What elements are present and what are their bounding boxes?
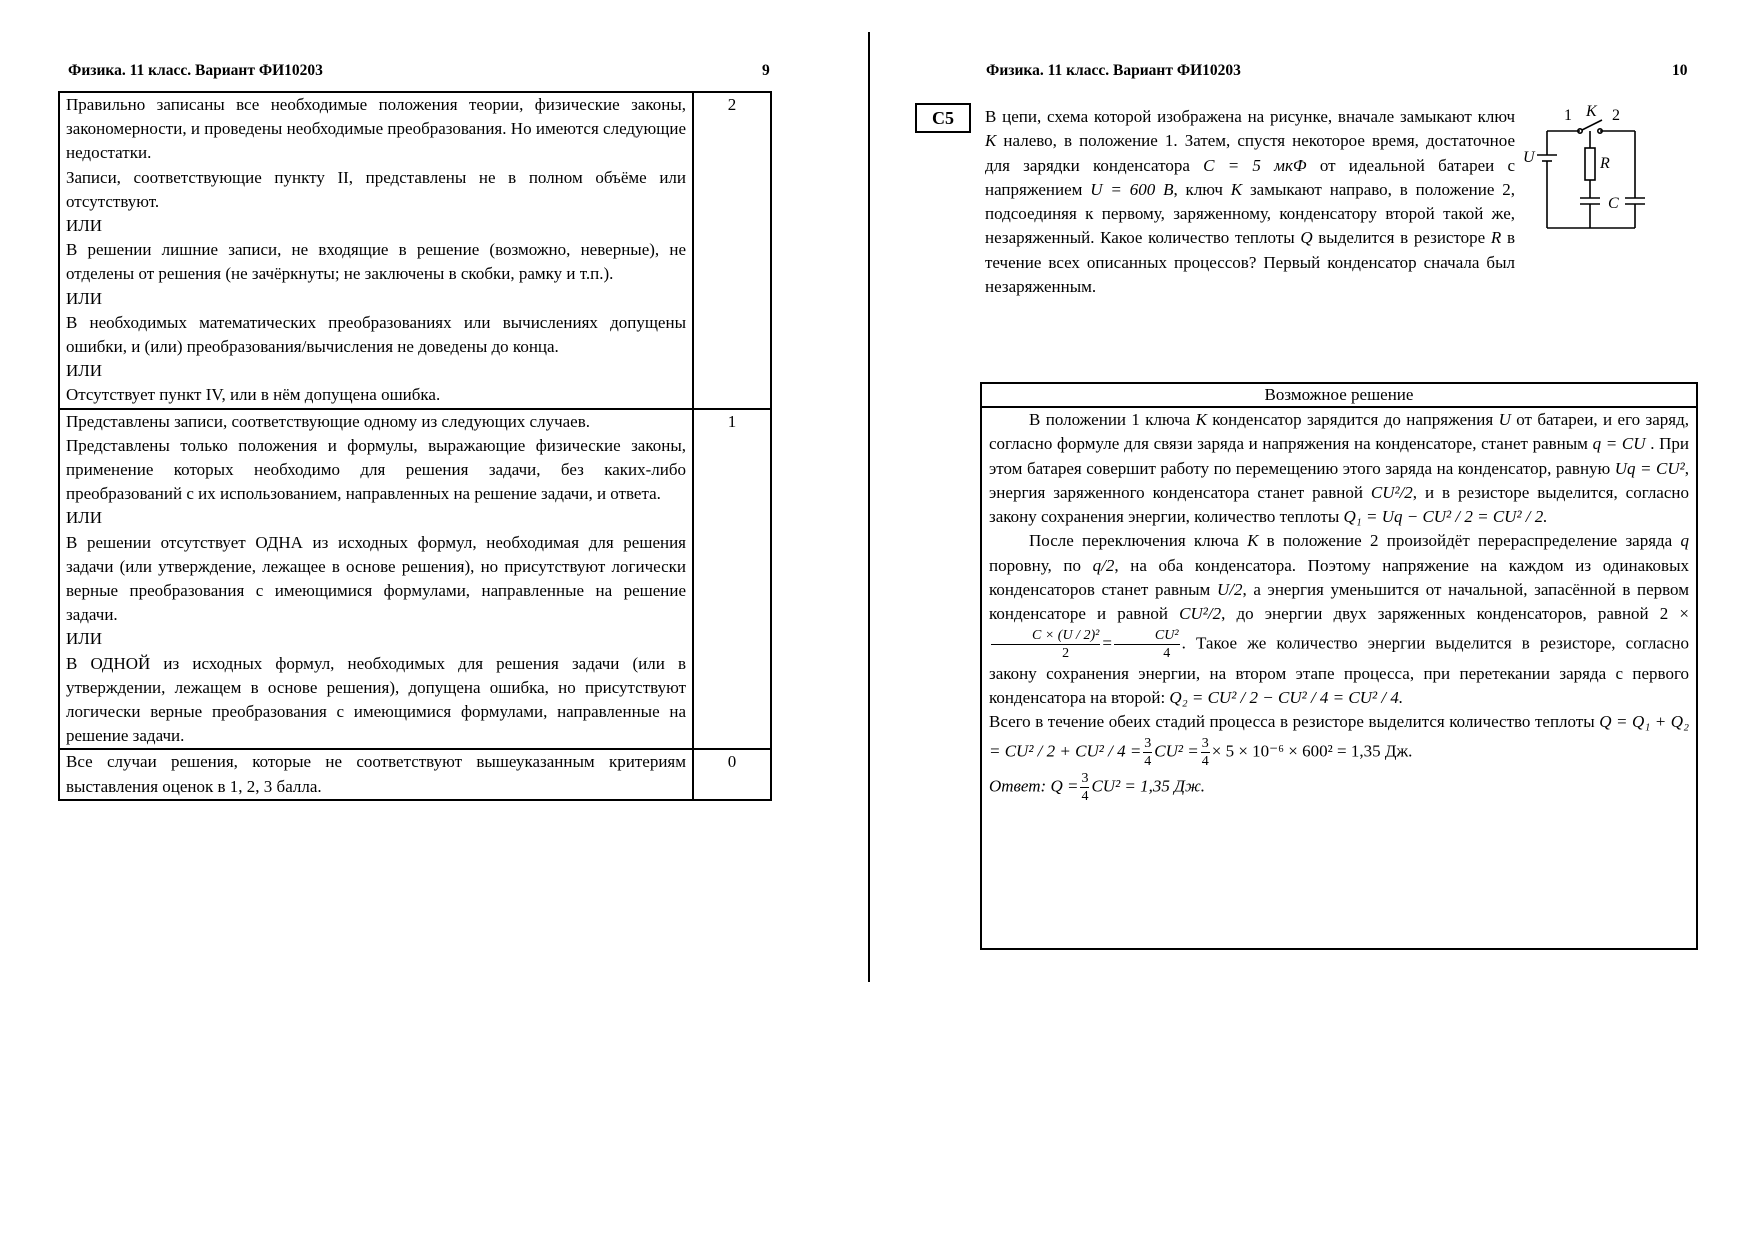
solution-title: Возможное решение bbox=[982, 384, 1696, 408]
page-number-left: 9 bbox=[762, 62, 770, 79]
criteria-score: 2 bbox=[693, 92, 771, 409]
grading-criteria-table bbox=[58, 91, 772, 801]
circuit-label-k: K bbox=[1586, 103, 1597, 120]
circuit-label-1: 1 bbox=[1564, 107, 1572, 124]
circuit-label-c: C bbox=[1608, 195, 1619, 212]
criteria-row-score-1 bbox=[59, 409, 771, 750]
page-number-right: 10 bbox=[1672, 62, 1688, 79]
solution-box bbox=[980, 382, 1698, 950]
criteria-row-score-0 bbox=[59, 749, 771, 799]
circuit-diagram bbox=[1520, 100, 1655, 235]
criteria-score: 0 bbox=[693, 749, 771, 799]
criteria-text: Правильно записаны все необходимые положения теории, физические законы, закономерности, и проведены необходимые преобразования. Но имеются следующие недостатки. Записи, соответствующие пункту II, представлены не в полном объёме или отсутствуют. ИЛИ В решении лишние записи, не входящие в решение (возможно, неверные), не отделены от решения (не зачёркнуты; не заключены в скобки, рамку и т.п.). ИЛИ В необходимых математических преобразованиях или вычислениях допущены ошибки, и (или) преобразования/вычисления не доведены до конца. ИЛИ Отсутствует пункт IV, или в нём допущена ошибка. bbox=[59, 92, 693, 409]
page-header-left: Физика. 11 класс. Вариант ФИ10203 bbox=[68, 62, 323, 79]
task-label: С5 bbox=[915, 103, 971, 133]
circuit-label-r: R bbox=[1600, 155, 1610, 172]
fraction: $\frac{3}{4}$ bbox=[1201, 735, 1209, 769]
fraction: $\frac{\text{CU²}}{4}$ bbox=[1114, 627, 1180, 662]
solution-body bbox=[982, 408, 1696, 805]
circuit-label-u: U bbox=[1523, 149, 1535, 166]
task-text: В цепи, схема которой изображена на рисунке, вначале замыкают ключ K налево, в положение 1. Затем, спустя некоторое время, достаточное для зарядки конденсатора C = 5 мкФ от идеальной батареи с напряжением U = 600 В, ключ K замыкают направо, в положение 2, подсоединяя к первому, заряженному, конденсатору второй такой же, незаряженный. Какое количество теплоты Q выделится в резисторе R в течение всех описанных процессов? Первый конденсатор сначала был незаряженным. bbox=[985, 107, 1515, 297]
fraction: $\frac{3}{4}$ bbox=[1081, 770, 1089, 804]
criteria-score: 1 bbox=[693, 409, 771, 750]
circuit-label-2: 2 bbox=[1612, 107, 1620, 124]
criteria-text: Представлены записи, соответствующие одному из следующих случаев. Представлены только положения и формулы, выражающие физические законы, применение которых необходимо для решения задачи, без каких-либо преобразований с их использованием, направленных на решение задачи, и ответа. ИЛИ В решении отсутствует ОДНА из исходных формул, необходимая для решения задачи (или утверждение, лежащее в основе решения), но присутствуют логически верные преобразования с имеющимися формулами, направленные на решение задачи. ИЛИ В ОДНОЙ из исходных формул, необходимых для решения задачи (или в утверждении, лежащем в основе решения), допущена ошибка, но присутствуют логически верные преобразования с имеющимися формулами, направленные на решение задачи. bbox=[59, 409, 693, 750]
solution-paragraph-2: После переключения ключа K в положение 2 произойдёт перераспределение заряда q поровну, по q/2, на оба конденсатора. Поэтому напряжение на каждом из одинаковых конденсаторов станет равным U/2, а энергия уменьшится от начальной, запасённой в первом конденсаторе и равной CU²/2, до энергии двух заряженных конденсаторов, равной 2 × $\frac{\text{C × (U / 2)²}}{2}$ = $\frac{\text{CU²}}{4}$ . Такое же количество энергии выделится в резисторе, согласно закону сохранения энергии, на втором этапе процесса, при перетекании заряда с первого конденсатора на второй: Q₂ = CU² / 2 − CU² / 4 = CU² / 4. bbox=[989, 531, 1690, 707]
fraction: $\frac{3}{4}$ bbox=[1144, 735, 1152, 769]
page-header-right: Физика. 11 класс. Вариант ФИ10203 bbox=[986, 62, 1241, 79]
fraction: $\frac{\text{C × (U / 2)²}}{2}$ bbox=[991, 627, 1100, 662]
solution-answer: Ответ: Q = $\frac{3}{4}$ CU² = 1,35 Дж. bbox=[989, 770, 1206, 804]
criteria-text: Все случаи решения, которые не соответствуют вышеуказанным критериям выставления оценок в 1, 2, 3 балла. bbox=[59, 749, 693, 799]
solution-paragraph-3: Всего в течение обеих стадий процесса в резисторе выделится количество теплоты Q = Q₁ + Q₂ = CU² / 2 + CU² / 4 = $\frac{3}{4}$ CU² = $\frac{3}{4}$ × 5 × 10⁻⁶ × 600² = 1,35 Дж. bbox=[989, 712, 1689, 769]
page-divider bbox=[868, 32, 870, 982]
criteria-row-score-2 bbox=[59, 92, 771, 409]
solution-paragraph-1: В положении 1 ключа K конденсатор зарядится до напряжения U от батареи, и его заряд, согласно формуле для связи заряда и напряжения на конденсаторе, станет равным q = CU . При этом батарея совершит работу по перемещению этого заряда на конденсатор, равную Uq = CU², энергия заряженного конденсатора станет равной CU²/2, и в резисторе выделится, согласно закону сохранения энергии, количество теплоты Q₁ = Uq − CU² / 2 = CU² / 2. bbox=[989, 410, 1690, 527]
